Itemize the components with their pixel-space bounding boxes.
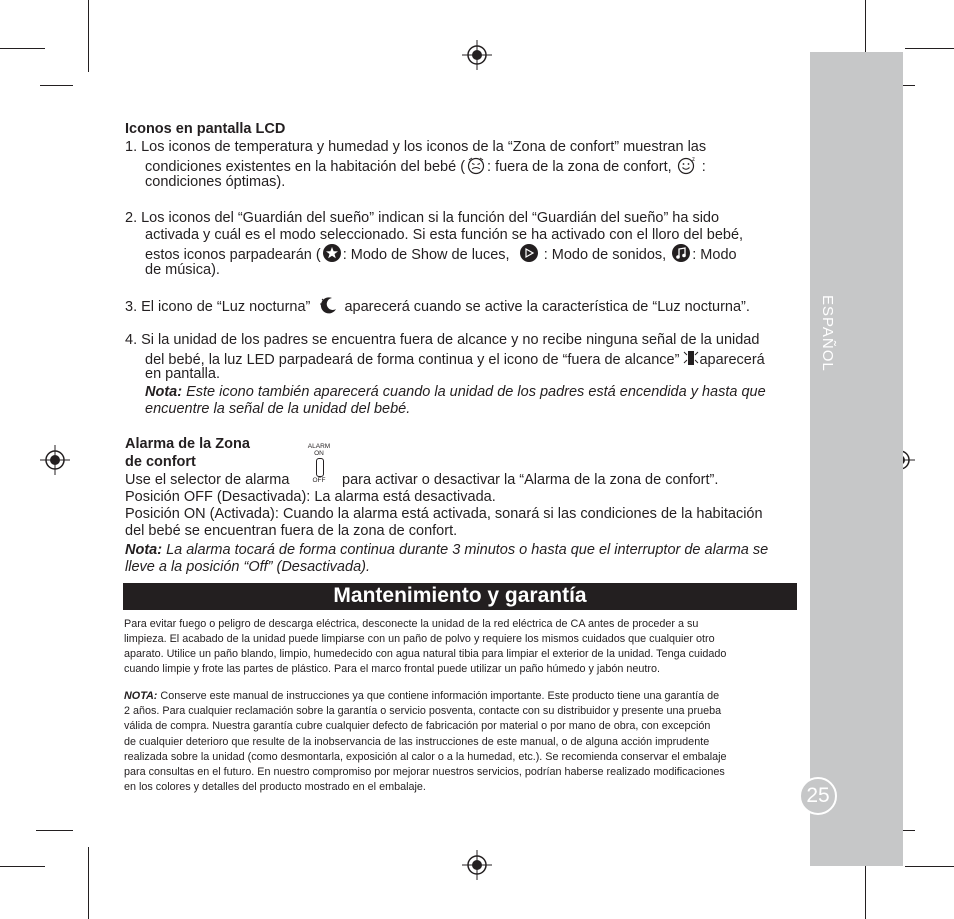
item2-line1: 2. Los iconos del “Guardián del sueño” indican si la función del “Guardián del sueño” ha sido [125, 210, 720, 226]
item4-note-text: Este icono también aparecerá cuando la unidad de los padres está encendida y hasta que [182, 384, 766, 400]
alarm-use-line-b: para activar o desactivar la “Alarma de la zona de confort”. [342, 472, 719, 488]
item4-note-label: Nota: [145, 384, 183, 400]
maintenance-p2-first-line [124, 689, 719, 704]
alarm-on-line2: del bebé se encuentran fuera de la zona de confort. [125, 523, 458, 539]
alarm-switch-off-label: OFF [312, 477, 326, 484]
maintenance-p2-line: de cualquier deterioro que resulte de la inobservancia de las instrucciones de este manual, o de alguna acción imprudente [124, 736, 710, 748]
alarm-switch-graphic [305, 443, 335, 485]
nota-label: NOTA: [124, 690, 158, 702]
item1-line3: condiciones óptimas). [145, 174, 286, 190]
crop-mark [88, 847, 89, 919]
item3-a: 3. El icono de “Luz nocturna” [125, 299, 311, 315]
item2-line3-a: estos iconos parpadearán ( [145, 247, 321, 263]
crop-mark [905, 48, 954, 49]
alarm-off-line: Posición OFF (Desactivada): La alarma está desactivada. [125, 489, 496, 505]
page-number: 25 [799, 777, 837, 815]
music-mode-icon [670, 243, 692, 263]
item4-line2-b: aparecerá [699, 352, 765, 368]
alarm-heading-line2: de confort [125, 454, 196, 470]
item2-line3-d: : Modo [692, 247, 737, 263]
item1-line2-a: condiciones existentes en la habitación del bebé ( [145, 159, 466, 175]
item2-line3-c: : Modo de sonidos, [543, 247, 667, 263]
crop-mark [88, 0, 89, 72]
item4-line2-a: del bebé, la luz LED parpadeará de forma continua y el icono de “fuera de alcance” [145, 352, 680, 368]
item4-line3: en pantalla. [145, 366, 220, 382]
crop-mark [0, 866, 45, 867]
crop-mark [0, 48, 45, 49]
alarm-note-label: Nota: [125, 542, 163, 558]
item4-note-line2: encuentre la señal de la unidad del bebé. [145, 401, 411, 417]
alarm-note-line2: lleve a la posición “Off” (Desactivada). [125, 559, 370, 575]
item2-line4: de música). [145, 262, 220, 278]
item2-line3-b: : Modo de Show de luces, [342, 247, 510, 263]
maintenance-p2-line: válida de compra. Nuestra garantía cubre cualquier defecto de fabricación por material o por mano de obra, con excepción [124, 720, 711, 732]
item1-line1: 1. Los iconos de temperatura y humedad y los iconos de la “Zona de confort” muestran las [125, 139, 707, 155]
crop-mark [36, 830, 73, 831]
alarm-note-text: La alarma tocará de forma continua durante 3 minutos o hasta que el interruptor de alarma se [162, 542, 769, 558]
lcd-heading: Iconos en pantalla LCD [125, 121, 286, 137]
alarm-heading-line1: Alarma de la Zona [125, 436, 250, 452]
item1-line2-c: : [701, 159, 706, 175]
item4-line1: 4. Si la unidad de los padres se encuentra fuera de alcance y no recibe ninguna señal de la unidad [125, 332, 760, 348]
sound-mode-icon [518, 243, 540, 263]
crop-mark [905, 866, 954, 867]
maintenance-title: Mantenimiento y garantía [123, 583, 797, 610]
alarm-switch-slot [316, 458, 324, 477]
registration-mark-icon [462, 40, 492, 70]
maintenance-p1-line: Para evitar fuego o peligro de descarga eléctrica, desconecte la unidad de la red eléctrica de CA antes de proceder a su [124, 618, 699, 630]
nota-text: Conserve este manual de instrucciones ya que contiene información importante. Este producto tiene una garantía de [157, 690, 720, 702]
item3-line [125, 295, 750, 316]
maintenance-p1-line: aparato. Utilice un paño blando, limpio, humedecido con agua natural tibia para limpiar el exterior de la unidad. Tenga cuidado [124, 648, 727, 660]
maintenance-p1-line: limpieza. El acabado de la unidad puede limpiarse con un paño de polvo y requiere los mismos cuidados que cualquier otro [124, 633, 715, 645]
language-label: ESPAÑOL [819, 295, 836, 372]
item3-b: aparecerá cuando se active la característica de “Luz nocturna”. [344, 299, 750, 315]
alarm-note-line1 [125, 541, 768, 559]
item4-line2 [145, 348, 765, 369]
item2-line3 [145, 243, 737, 264]
out-of-range-icon [683, 348, 699, 368]
svg-text:z: z [691, 157, 695, 163]
maintenance-p2-line: en los colores y detalles del producto mostrado en el embalaje. [124, 781, 426, 793]
item2-line2: activada y cuál es el modo seleccionado. Si esta función se ha activado con el lloro del bebé, [145, 227, 744, 243]
maintenance-p2-line: 2 años. Para cualquier reclamación sobre la garantía o servicio posventa, contacte con su distribuidor y presente una prueba [124, 705, 722, 717]
registration-mark-icon [462, 850, 492, 880]
maintenance-p2-line: para consultas en el futuro. En nuestro compromiso por mejorar nuestros servicios, podrían haberse realizado modificaciones [124, 766, 725, 778]
maintenance-p2-line: realizada sobre la unidad (como desmontarla, exposición al calor o a la humedad, etc.). Se recomienda conservar el embalaje [124, 751, 727, 763]
language-sidebar [810, 52, 903, 866]
happy-face-icon [676, 155, 698, 175]
alarm-on-line1: Posición ON (Activada): Cuando la alarma está activada, sonará si las condiciones de la habitación [125, 506, 763, 522]
maintenance-p1-line: cuando limpie y frote las partes de plástico. Para el marco frontal puede utilizar un paño húmedo y jabón neutro. [124, 663, 660, 675]
alarm-switch-on-label: ALARM ON [307, 443, 331, 457]
registration-mark-icon [40, 445, 70, 475]
light-show-icon [321, 243, 343, 263]
night-light-icon [318, 295, 340, 315]
alarm-use-line-a: Use el selector de alarma [125, 472, 290, 488]
item1-line2-b: : fuera de la zona de confort, [487, 159, 672, 175]
item4-note-line1 [145, 383, 766, 401]
sad-face-icon [465, 155, 487, 175]
crop-mark [40, 85, 73, 86]
